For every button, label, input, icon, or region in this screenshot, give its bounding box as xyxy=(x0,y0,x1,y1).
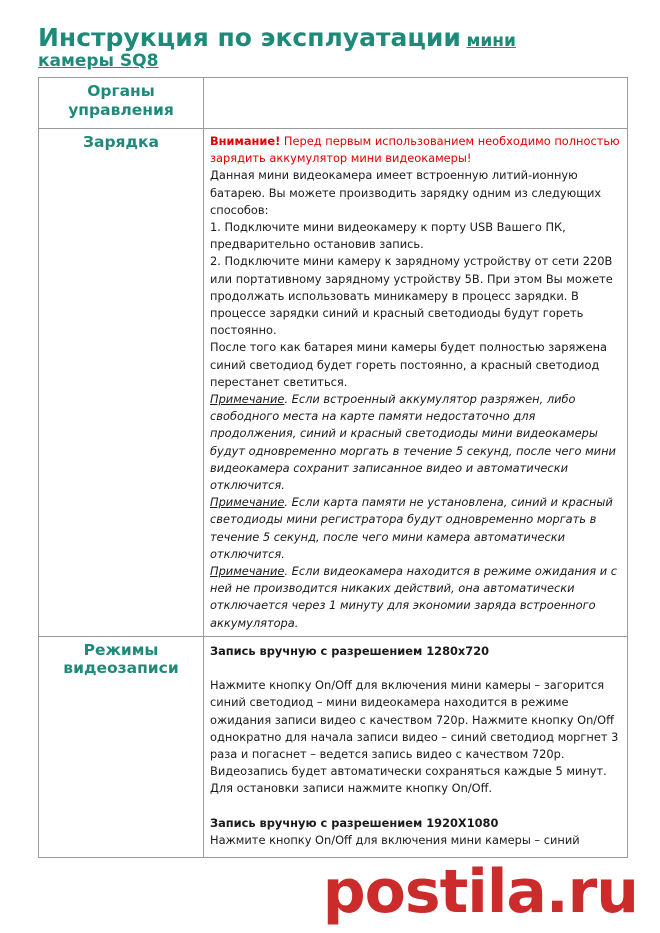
note-text: . Если встроенный аккумулятор разряжен, либо свободного места на карте памяти недостаточно для продолжения, синий и красный светодиоды мини видеокамеры будут одновременно моргать в течение 5 секунд, после чего мини видеокамера сохранит записанное видео и автоматически отключится. xyxy=(210,392,616,493)
charging-paragraph: Данная мини видеокамера имеет встроенную литий-ионную батарею. Вы можете производить зарядку одним из следующих способов: xyxy=(210,168,602,217)
recording-modes-content xyxy=(204,636,628,857)
page-title xyxy=(38,24,638,71)
charging-warning xyxy=(210,133,621,167)
table-header-row xyxy=(39,78,628,129)
charging-label: Зарядка xyxy=(39,129,204,637)
warning-label: Внимание! xyxy=(210,134,281,148)
spacer xyxy=(210,660,621,677)
mode-text-1080: Нажмите кнопку On/Off для включения мини камеры – синий xyxy=(210,832,580,847)
header-left-cell: Органы управления xyxy=(39,78,204,129)
title-link-part1[interactable]: мини xyxy=(466,31,516,51)
table-row-charging xyxy=(39,129,628,637)
header-right-cell xyxy=(204,78,628,129)
charging-note-1 xyxy=(210,391,621,494)
postila-logo-text: postila.ru xyxy=(322,857,638,927)
title-link-part2[interactable]: камеры SQ8 xyxy=(38,51,159,71)
postila-watermark xyxy=(323,857,638,927)
warning-text: Перед первым использованием необходимо полностью зарядить аккумулятор мини видеокамеры! xyxy=(210,134,620,166)
title-main: Инструкция по эксплуатации xyxy=(38,23,461,52)
instruction-table xyxy=(38,77,628,858)
charging-note-2 xyxy=(210,494,621,563)
mode-heading-1080: Запись вручную с разрешением 1920X1080 xyxy=(210,815,499,830)
charging-content xyxy=(204,129,628,637)
charging-step-2: 2. Подключите мини камеру к зарядному устройству от сети 220В или портативному зарядному устройству 5В. При этом Вы можете продолжать использовать миникамеру в процесс зарядки. В процессе зарядки синий и красный светодиоды будут гореть постоянно. xyxy=(210,254,613,338)
spacer xyxy=(210,798,621,815)
mode-text-720: Нажмите кнопку On/Off для включения мини камеры – загорится синий светодиод – мини видеокамера находится в режиме ожидания записи видео с качеством 720p. Нажмите кнопку On/Off однократно для начала записи видео – синий светодиод моргнет 3 раза и погаснет – ведется запись видео с качеством 720p. Видеозапись будет автоматически сохраняться каждые 5 минут. Для остановки записи нажмите кнопку On/Off. xyxy=(210,678,619,796)
mode-heading-720: Запись вручную с разрешением 1280x720 xyxy=(210,643,490,658)
note-text: . Если карта памяти не установлена, синий и красный светодиоды мини регистратора будут одновременно моргать в течение 5 секунд, после чего мини камера автоматически отключится. xyxy=(210,495,613,561)
note-label: Примечание xyxy=(210,392,285,407)
charging-note-3 xyxy=(210,563,621,632)
charging-paragraph-full: После того как батарея мини камеры будет полностью заряжена синий светодиод будет гореть постоянно, а красный светодиод перестанет светиться. xyxy=(210,340,608,389)
note-label: Примечание xyxy=(210,564,285,579)
charging-step-1: 1. Подключите мини видеокамеру к порту USB Вашего ПК, предварительно остановив запись. xyxy=(210,220,566,252)
table-row-recording-modes xyxy=(39,636,628,857)
recording-modes-label: Режимы видеозаписи xyxy=(39,636,204,857)
note-text: . Если видеокамера находится в режиме ожидания и с ней не производится никаких действий, она автоматически отключается через 1 минуту для экономии заряда встроенного аккумулятора. xyxy=(210,564,617,630)
note-label: Примечание xyxy=(210,495,285,510)
